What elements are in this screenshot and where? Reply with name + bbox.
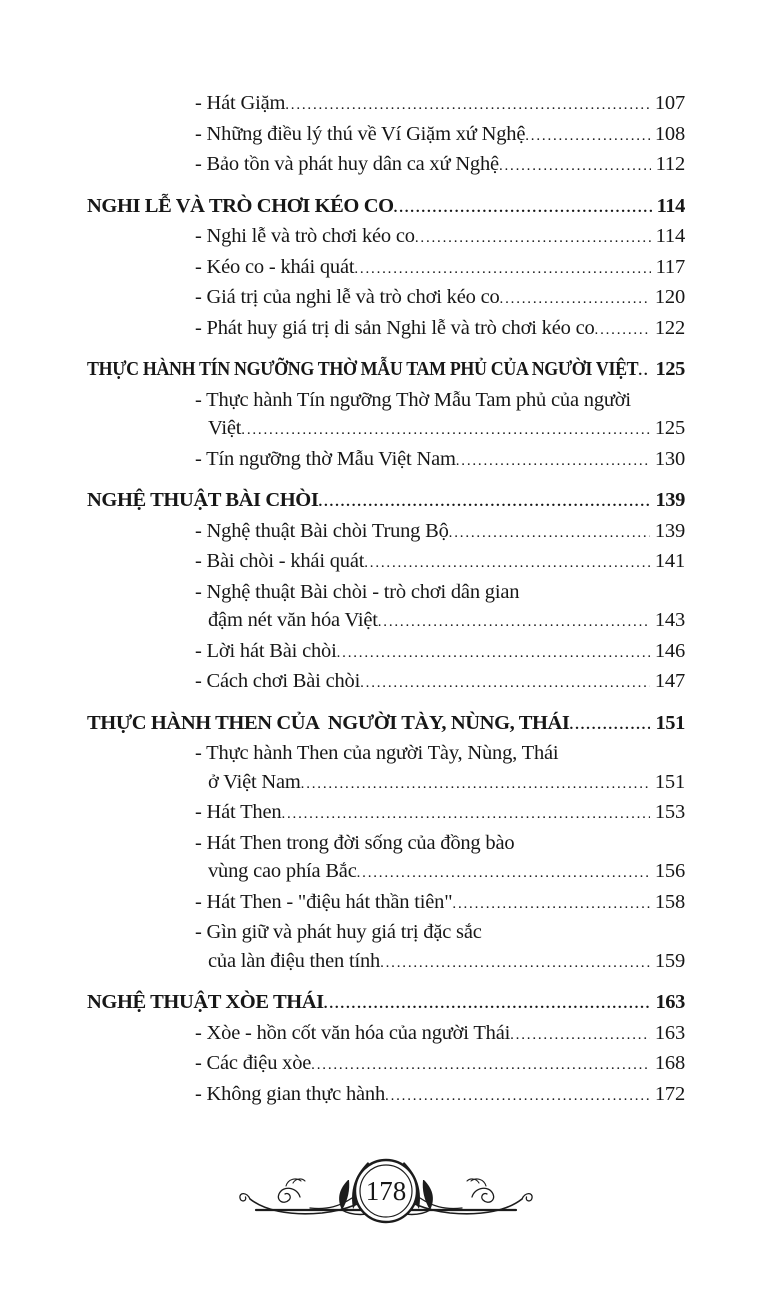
- toc-item-label: Việt: [208, 417, 242, 439]
- toc-item-label: - Phát huy giá trị di sản Nghi lễ và trò chơi kéo co: [195, 316, 595, 339]
- toc-item-page: 130: [654, 447, 685, 470]
- toc-item-page: 141: [654, 550, 685, 572]
- toc-item-label: - Các điệu xòe: [195, 1052, 312, 1074]
- dot-leader: [318, 486, 650, 517]
- toc-item-page: 114: [655, 225, 685, 247]
- toc-heading-page: 163: [655, 991, 685, 1013]
- dot-leader: [380, 947, 650, 978]
- toc-item-row: [87, 888, 685, 919]
- toc-item-row: [87, 120, 685, 151]
- toc-item-row: [87, 314, 685, 345]
- toc-item-row: [87, 253, 685, 284]
- toc-item-page: 125: [654, 417, 685, 439]
- toc-item-label: - Cách chơi Bài chòi: [195, 670, 361, 692]
- floral-flourish-icon: [236, 1140, 536, 1226]
- toc-item-row: [87, 739, 685, 768]
- toc-section: [87, 988, 685, 1110]
- toc-item-row: [87, 445, 685, 476]
- toc-item-page: 146: [654, 639, 685, 662]
- toc-item-row: [87, 222, 685, 253]
- toc-item-page: 159: [654, 949, 685, 972]
- toc-item-page: 120: [654, 286, 685, 308]
- toc-item-row: [87, 89, 685, 120]
- toc-item-label: - Hát Giặm: [195, 92, 286, 114]
- dot-leader: [357, 857, 650, 888]
- toc-item-page: 143: [654, 609, 685, 631]
- toc-heading-label: NGHỆ THUẬT XÒE THÁI: [87, 991, 324, 1013]
- toc-item-row: [87, 150, 685, 181]
- toc-item-page: 139: [654, 519, 685, 542]
- toc-item-label: - Thực hành Then của người Tày, Nùng, Thái: [195, 742, 559, 764]
- toc-section: [87, 89, 685, 181]
- toc-item-label: ở Việt Nam: [208, 770, 301, 793]
- toc-heading-page: 125: [655, 358, 685, 380]
- toc-item-row: [87, 667, 685, 698]
- footer-ornament: [236, 1140, 536, 1226]
- toc-heading-page: 139: [655, 489, 685, 511]
- toc-item-label: của làn điệu then tính: [208, 949, 381, 972]
- toc-item-row: [87, 386, 685, 415]
- toc-item-label: - Bài chòi - khái quát: [195, 550, 365, 572]
- toc-item-label: - Hát Then: [195, 801, 282, 823]
- dot-leader: [500, 283, 650, 314]
- toc-item-row: [87, 829, 685, 858]
- toc-item-page: 122: [654, 316, 685, 339]
- dot-leader: [452, 888, 649, 919]
- dot-leader: [360, 667, 650, 698]
- dot-leader: [354, 253, 650, 284]
- toc-heading-label: NGHI LỄ VÀ TRÒ CHƠI KÉO CO: [87, 194, 394, 217]
- toc-heading-label: NGHỆ THUẬT BÀI CHÒI: [87, 489, 319, 511]
- toc-item-page: 147: [654, 670, 685, 692]
- dot-leader: [456, 445, 650, 476]
- toc-item-row: [87, 414, 685, 445]
- toc-item-page: 163: [654, 1021, 685, 1044]
- toc-item-label: - Lời hát Bài chòi: [195, 639, 337, 662]
- toc-item-page: 168: [654, 1052, 685, 1074]
- toc-item-label: - Giá trị của nghi lễ và trò chơi kéo co: [195, 286, 500, 308]
- toc-heading-page: 151: [655, 711, 685, 734]
- toc-item-label: - Hát Then - "điệu hát thần tiên": [195, 890, 453, 913]
- toc-item-row: [87, 1019, 685, 1050]
- dot-leader: [364, 547, 650, 578]
- dot-leader: [301, 768, 650, 799]
- toc-item-page: 108: [654, 122, 685, 145]
- toc-item-row: [87, 798, 685, 829]
- toc-item-page: 112: [655, 153, 685, 175]
- toc-item-row: [87, 283, 685, 314]
- toc-item-row: [87, 857, 685, 888]
- toc-item-label: - Kéo co - khái quát: [195, 255, 355, 278]
- toc: [87, 89, 685, 1110]
- toc-item-row: [87, 1080, 685, 1111]
- dot-leader: [394, 192, 652, 223]
- footer-page-number: 178: [365, 1176, 407, 1206]
- toc-heading-row: [87, 486, 685, 517]
- toc-item-row: [87, 578, 685, 607]
- dot-leader: [378, 606, 650, 637]
- toc-section: [87, 192, 685, 345]
- dot-leader: [281, 798, 649, 829]
- dot-leader: [499, 150, 651, 181]
- toc-heading-label: THỰC HÀNH THEN CỦA NGƯỜI TÀY, NÙNG, THÁI: [87, 711, 570, 734]
- toc-item-label: - Không gian thực hành: [195, 1082, 386, 1105]
- toc-item-row: [87, 947, 685, 978]
- toc-heading-row: [87, 988, 685, 1019]
- dot-leader: [570, 709, 651, 740]
- toc-item-page: 153: [654, 801, 685, 823]
- dot-leader: [285, 89, 650, 120]
- toc-heading-label: THỰC HÀNH TÍN NGƯỠNG THỜ MẪU TAM PHỦ CỦA NGƯỜI VIỆT: [87, 358, 639, 380]
- toc-item-label: - Bảo tồn và phát huy dân ca xứ Nghệ: [195, 153, 499, 175]
- toc-item-label: - Thực hành Tín ngưỡng Thờ Mẫu Tam phủ của người: [195, 388, 631, 411]
- toc-item-label: - Tín ngưỡng thờ Mẫu Việt Nam: [195, 447, 456, 470]
- toc-item-page: 156: [654, 860, 685, 882]
- toc-heading-row: [87, 709, 685, 740]
- toc-item-row: [87, 768, 685, 799]
- toc-item-label: - Những điều lý thú về Ví Giặm xứ Nghệ: [195, 122, 526, 145]
- toc-item-page: 172: [654, 1082, 685, 1105]
- toc-item-label: - Xòe - hồn cốt văn hóa của người Thái: [195, 1021, 511, 1044]
- dot-leader: [324, 988, 651, 1019]
- dot-leader: [525, 120, 650, 151]
- toc-section: [87, 486, 685, 698]
- dot-leader: [449, 517, 650, 548]
- toc-item-row: [87, 547, 685, 578]
- dot-leader: [415, 222, 651, 253]
- dot-leader: [595, 314, 650, 345]
- toc-item-page: 117: [655, 255, 685, 278]
- toc-item-label: - Nghệ thuật Bài chòi - trò chơi dân gian: [195, 580, 520, 603]
- toc-item-label: vùng cao phía Bắc: [208, 860, 357, 882]
- toc-item-label: - Gìn giữ và phát huy giá trị đặc sắc: [195, 921, 482, 943]
- dot-leader: [510, 1019, 650, 1050]
- toc-item-row: [87, 918, 685, 947]
- toc-item-label: - Nghệ thuật Bài chòi Trung Bộ: [195, 519, 449, 542]
- toc-item-row: [87, 637, 685, 668]
- dot-leader: [337, 637, 650, 668]
- toc-heading-page: 114: [656, 194, 685, 217]
- toc-item-page: 158: [654, 890, 685, 913]
- toc-item-label: đậm nét văn hóa Việt: [208, 609, 378, 631]
- toc-item-label: - Hát Then trong đời sống của đồng bào: [195, 831, 515, 854]
- toc-item-row: [87, 1049, 685, 1080]
- dot-leader: [638, 355, 650, 386]
- dot-leader: [385, 1080, 650, 1111]
- toc-heading-row: [87, 355, 685, 386]
- toc-heading-row: [87, 192, 685, 223]
- toc-item-page: 151: [654, 770, 685, 793]
- toc-section: [87, 355, 685, 475]
- dot-leader: [241, 414, 650, 445]
- toc-item-page: 107: [654, 92, 685, 114]
- toc-item-label: - Nghi lễ và trò chơi kéo co: [195, 225, 415, 247]
- toc-section: [87, 709, 685, 978]
- toc-item-row: [87, 606, 685, 637]
- toc-item-row: [87, 517, 685, 548]
- dot-leader: [311, 1049, 650, 1080]
